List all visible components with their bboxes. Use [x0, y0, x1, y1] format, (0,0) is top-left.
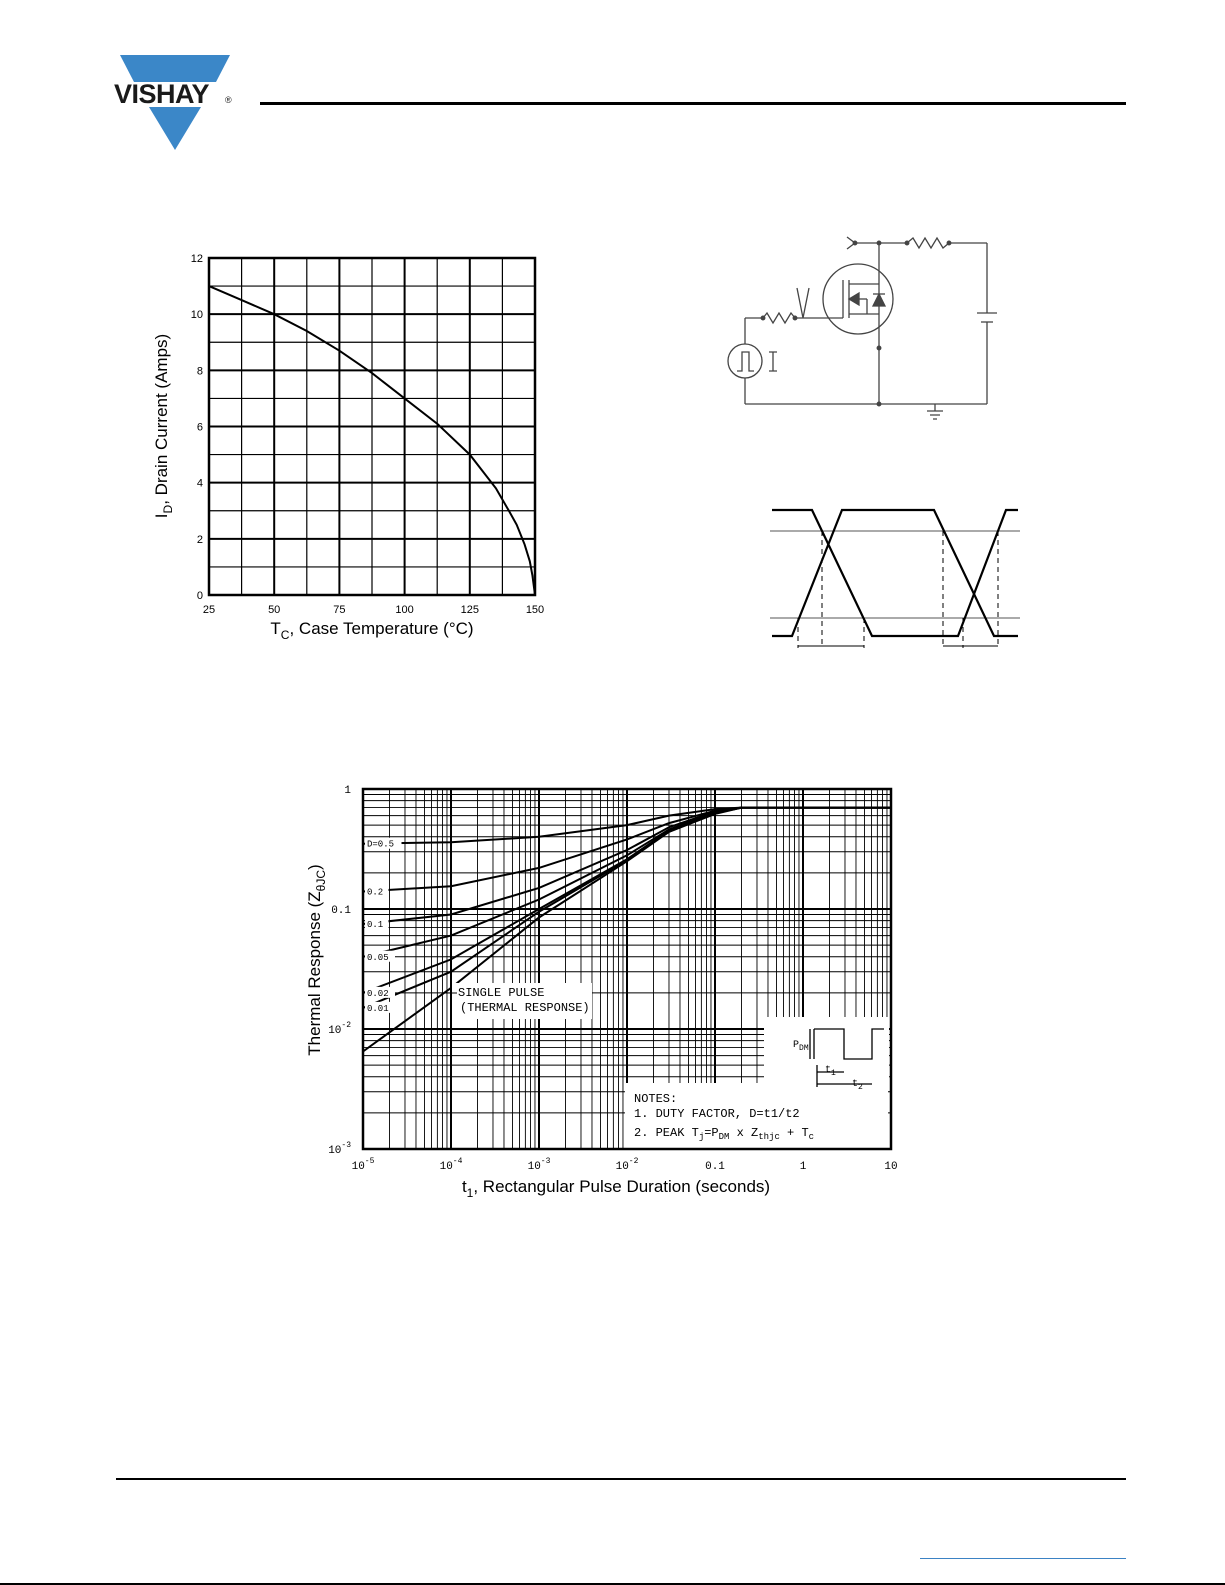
- curve-label: 0.1: [367, 919, 384, 930]
- drain-current-grid: [209, 258, 535, 595]
- y-tick-label: $10^{-3}$: [328, 1141, 351, 1157]
- thermal-x-axis-label: $t_1$, Rectangular Pulse Duration (seconds): [461, 1177, 771, 1200]
- y-tick-label: 0.1: [331, 905, 351, 917]
- logo-text: VISHAY: [114, 79, 210, 109]
- duty-inset: [764, 1017, 889, 1087]
- mosfet-arrow: [849, 293, 859, 305]
- x-tick-label: $10^{-2}$: [615, 1157, 639, 1173]
- thermal-y-axis-label: Thermal Response $(Z_{\theta JC})$: [305, 864, 328, 1056]
- test-circuit-schematic: [725, 230, 1005, 425]
- curve-label: 0.05: [367, 952, 389, 963]
- y-tick-label: 12: [190, 253, 203, 265]
- x-tick-label: 150: [525, 604, 545, 616]
- single-pulse-sublabel: (THERMAL RESPONSE): [460, 1001, 590, 1015]
- footer-link-underline: [920, 1558, 1126, 1559]
- waveform-falling-rising: [772, 510, 1018, 636]
- drain-current-x-axis-label: $T_C$, Case Temperature (°C): [270, 619, 474, 642]
- x-tick-label: 25: [202, 604, 216, 616]
- drain-current-y-ticks: [191, 253, 203, 602]
- curve-label: 0.2: [367, 887, 384, 898]
- y-tick-label: 0: [196, 590, 203, 602]
- logo-bottom-triangle: [149, 107, 201, 150]
- pulse-amplitude-marker: [769, 352, 777, 371]
- header-rule: [260, 102, 1126, 105]
- y-tick-label: $10^{-2}$: [328, 1021, 351, 1037]
- y-tick-label: 2: [196, 533, 203, 546]
- gate-resistor: [763, 313, 795, 323]
- switching-waveforms: [770, 500, 1030, 660]
- note-2: 2. PEAK $T_j=P_{DM}$ x $Z_{thjc} + T_c$: [634, 1126, 815, 1142]
- x-tick-label: $10^{-3}$: [527, 1157, 551, 1173]
- ground-symbol: [927, 404, 943, 419]
- notes-title: NOTES:: [634, 1092, 678, 1106]
- inset-t1-label: $t_1$: [825, 1065, 836, 1078]
- y-tick-label: 1: [344, 785, 351, 797]
- inset-t2-label: $t_2$: [852, 1079, 863, 1092]
- timing-dashes: [798, 531, 998, 648]
- inset-pdm-label: $P_{DM}$: [793, 1040, 809, 1053]
- single-pulse-label: SINGLE PULSE: [458, 986, 545, 1000]
- y-tick-label: 4: [196, 477, 203, 490]
- vishay-logo: [112, 55, 242, 155]
- footer-rule: [116, 1478, 1126, 1480]
- x-tick-label: 100: [395, 604, 414, 616]
- x-tick-label: 0.1: [705, 1161, 725, 1173]
- drain-current-x-ticks: [203, 604, 544, 616]
- pulse-generator: [728, 344, 762, 378]
- drain-current-y-axis-label: $I_D$, Drain Current (Amps): [152, 333, 175, 519]
- y-tick-label: 6: [196, 421, 203, 434]
- x-tick-label: 75: [333, 604, 346, 616]
- drain-resistor: [907, 238, 949, 248]
- x-tick-label: 1: [799, 1161, 807, 1173]
- note-1: 1. DUTY FACTOR, D=t1/t2: [634, 1107, 800, 1121]
- x-tick-label: 50: [268, 604, 281, 616]
- thermal-response-chart: [290, 775, 910, 1205]
- drain-current-chart: [130, 240, 570, 660]
- gate-probe: [797, 288, 809, 318]
- x-tick-label: 10: [884, 1161, 898, 1173]
- y-tick-label: 8: [196, 365, 203, 378]
- thermal-response-curve-labels: [365, 838, 402, 1014]
- logo-registered-mark: ®: [225, 95, 232, 105]
- y-tick-label: 10: [190, 309, 203, 322]
- pulse-waveform: [737, 352, 754, 371]
- thermal-y-ticks: [328, 785, 351, 1157]
- curve-label: 0.02: [367, 988, 389, 999]
- x-tick-label: $10^{-5}$: [351, 1157, 375, 1173]
- body-diode: [873, 294, 885, 306]
- curve-label: 0.01: [367, 1003, 389, 1014]
- thermal-x-ticks: [352, 1157, 898, 1173]
- curve-label: D=0.5: [367, 839, 395, 850]
- x-tick-label: $10^{-4}$: [439, 1157, 463, 1173]
- x-tick-label: 125: [460, 604, 479, 616]
- logo-top-band: [120, 55, 230, 82]
